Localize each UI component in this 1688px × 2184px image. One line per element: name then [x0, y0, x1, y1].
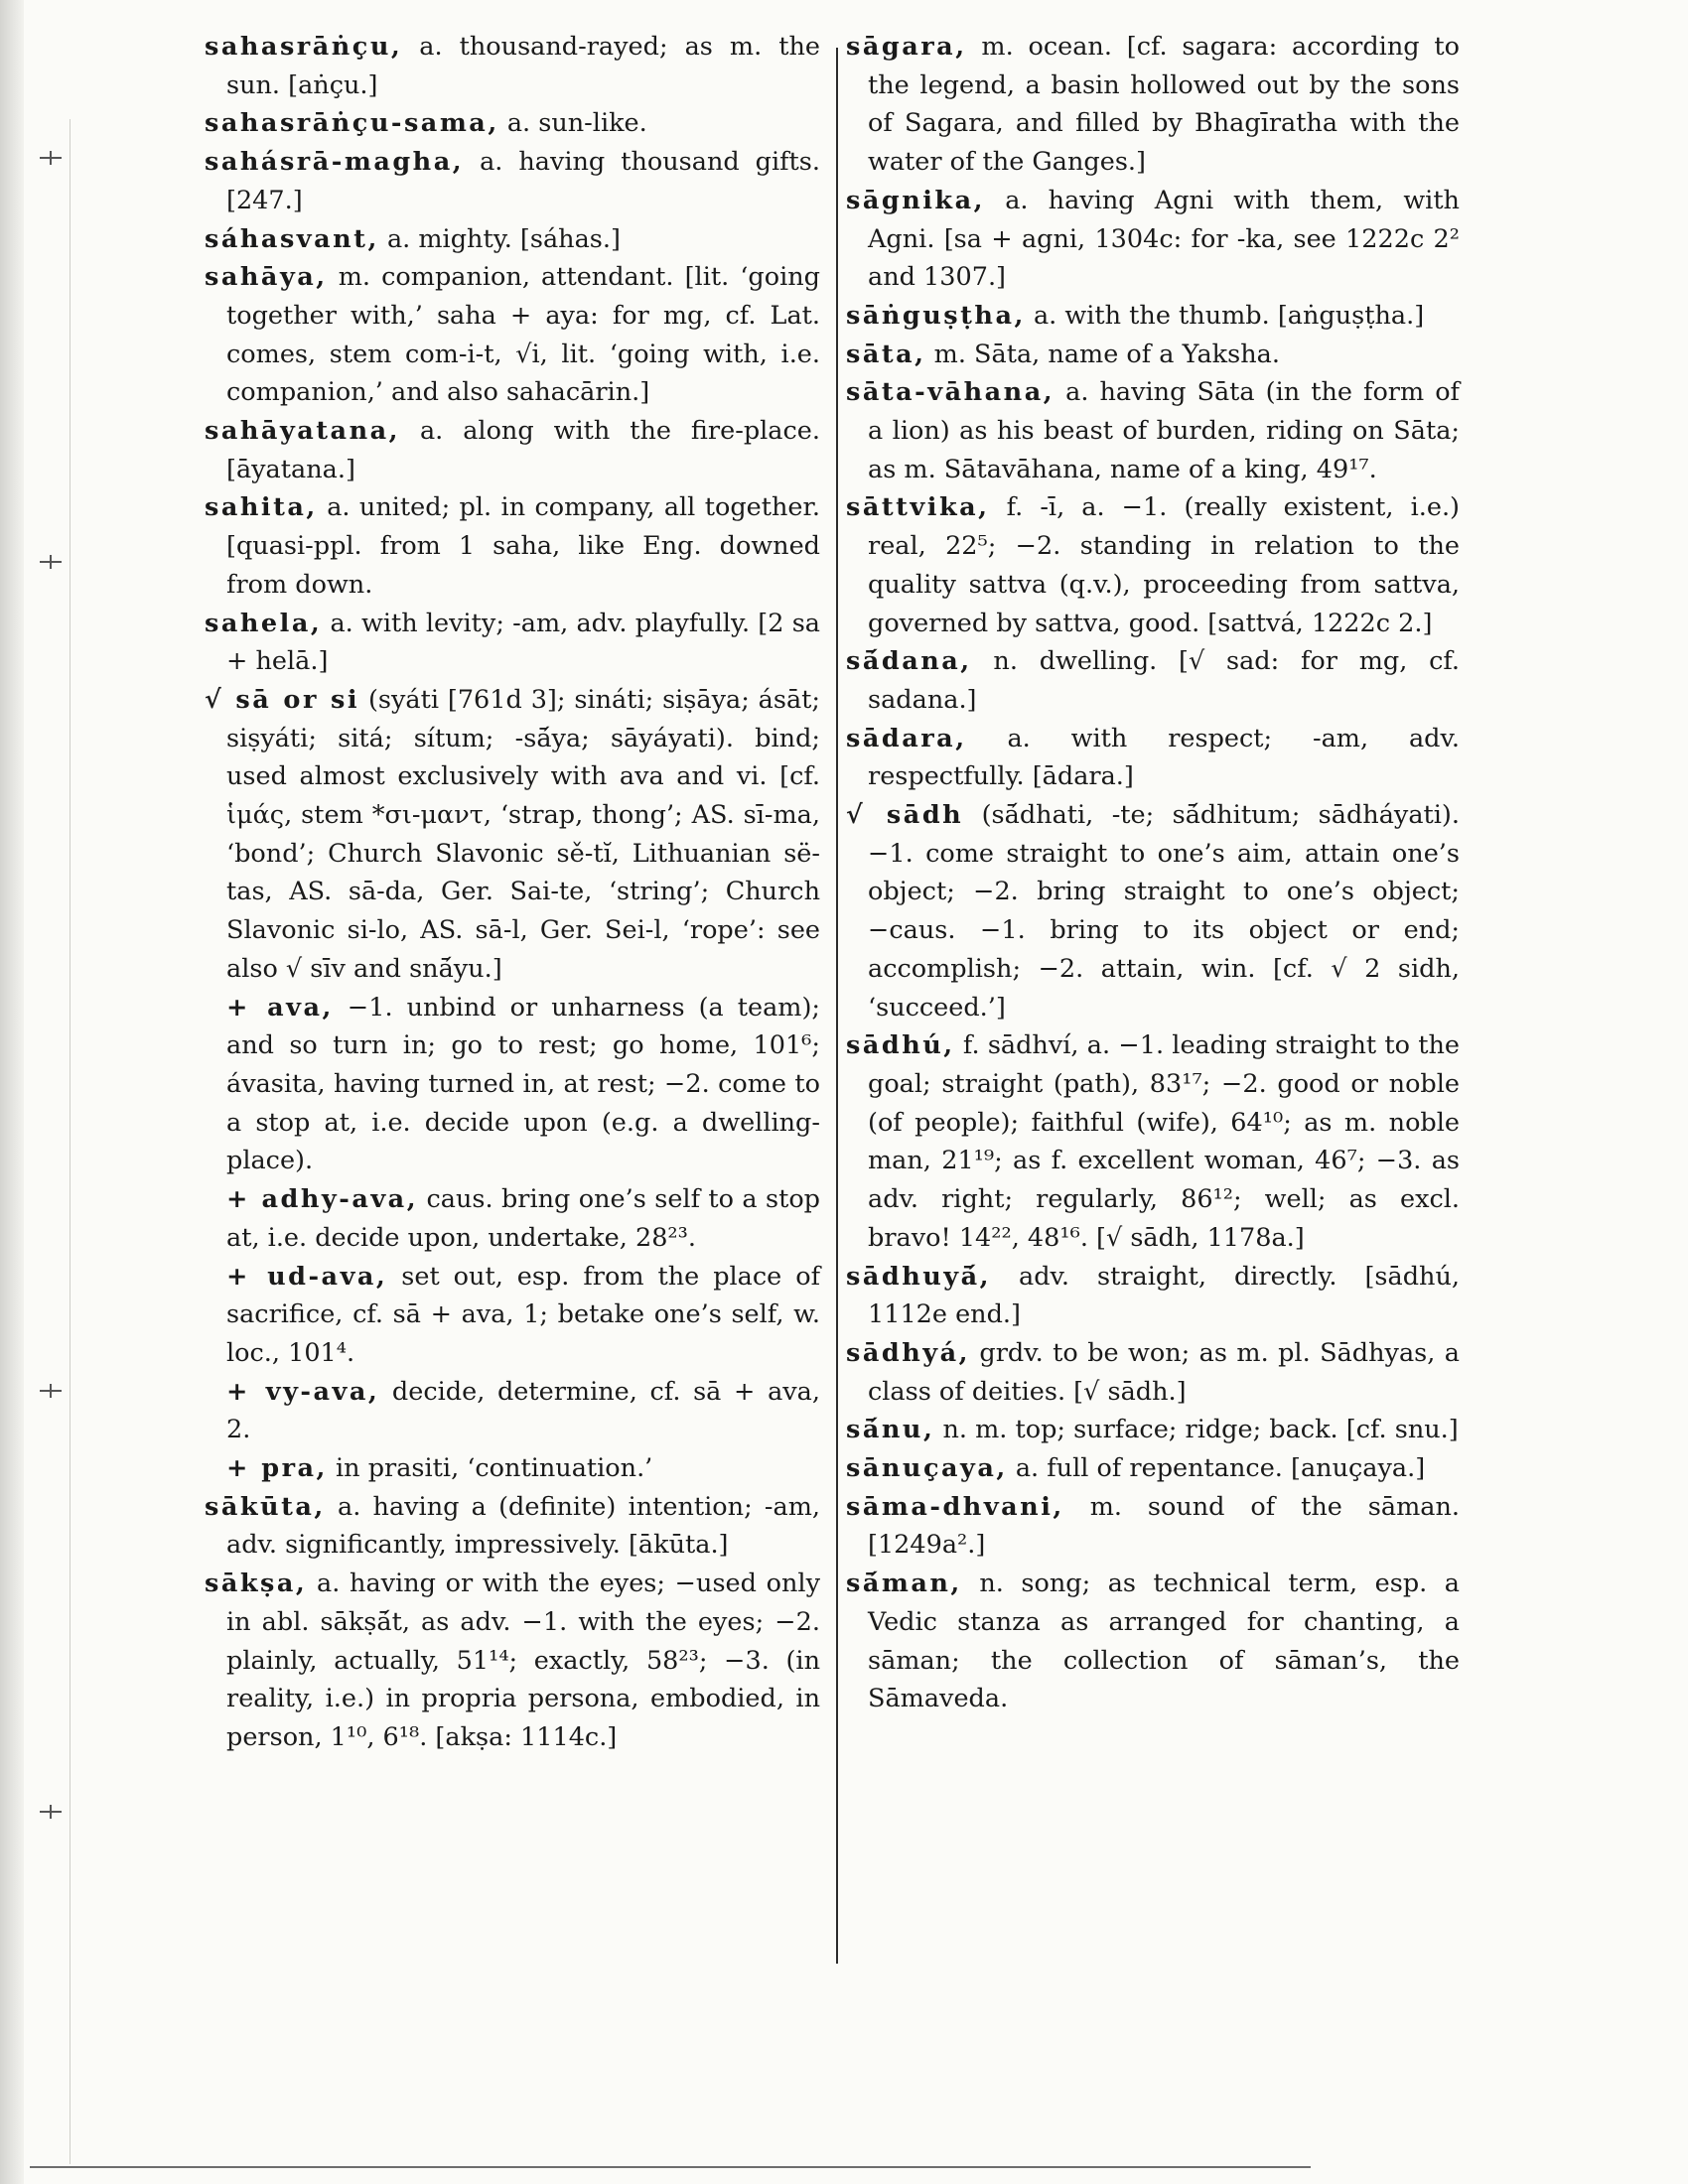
headword: sahāya, — [205, 262, 328, 293]
dictionary-entry — [846, 182, 1460, 297]
dictionary-entry — [205, 1565, 820, 1757]
headword: sahasrāṅçu, — [205, 32, 403, 62]
dictionary-entry — [846, 336, 1460, 374]
root-headword: √ sādh — [846, 800, 964, 831]
dictionary-entry — [846, 373, 1460, 488]
headword: sānuçaya, — [846, 1453, 1008, 1484]
headword: sahasrāṅçu-sama, — [205, 108, 499, 139]
definition: a. along with the fire-place. [āyatana.] — [226, 416, 820, 484]
headword: sāgara, — [846, 32, 967, 62]
definition: a. united; pl. in company, all together. [quasi-ppl. from 1 saha, like Eng. downed from down. — [226, 492, 820, 600]
dictionary-entry — [846, 1411, 1460, 1449]
dictionary-entry — [846, 297, 1460, 336]
definition: m. sound of the sāman. [1249a².] — [868, 1491, 1460, 1561]
sub-entry — [205, 1449, 820, 1488]
definition: n. m. top; surface; ridge; back. [cf. snu.] — [934, 1415, 1459, 1445]
definition: decide, determine, cf. sā + ava, 2. — [226, 1376, 820, 1445]
definition: a. full of repentance. [anuçaya.] — [1007, 1453, 1426, 1484]
headword: sādhú, — [846, 1030, 955, 1061]
left-column — [205, 28, 820, 1757]
definition: (sā́dhati, -te; sā́dhitum; sādháyati). −1. come straight to one’s aim, attain one’s object; −2. bring straight to one’s object; −caus. −1. bring to its object or end; accomplish; −2. attain, win. [cf. √ 2 sidh, ‘succeed.’] — [868, 800, 1460, 1023]
definition: grdv. to be won; as m. pl. Sādhyas, a class of deities. [√ sādh.] — [868, 1337, 1460, 1407]
headword: sāttvika, — [846, 492, 990, 523]
dictionary-entry — [205, 258, 820, 412]
dictionary-entry — [846, 1488, 1460, 1565]
dictionary-entry — [846, 1449, 1460, 1488]
headword: sāta, — [846, 339, 926, 369]
dictionary-entry — [205, 412, 820, 488]
headword: sādhuyā́, — [846, 1261, 992, 1292]
headword: sāṅguṣṭha, — [846, 300, 1026, 331]
headword: sahela, — [205, 608, 323, 638]
definition: a. mighty. [sáhas.] — [378, 223, 621, 254]
dictionary-entry — [205, 1488, 820, 1565]
definition: −1. unbind or unharness (a team); and so turn in; go to rest; go home, 101⁶; ávasita, having turned in, at rest; −2. come to a stop at, i.e. decide upon (e.g. a dwelling-place). — [226, 992, 820, 1176]
prefix-headword: + vy-ava, — [226, 1376, 380, 1407]
definition: m. companion, attendant. [lit. ‘going together with,’ saha + aya: for mg, cf. Lat. comes, stem com-i-t, √i, lit. ‘going with, i.e. companion,’ and also sahacārin.] — [226, 262, 820, 408]
headword: sādhyá, — [846, 1337, 970, 1368]
dictionary-entry — [846, 28, 1460, 182]
definition: a. having Sāta (in the form of a lion) as his beast of burden, riding on Sāta; as m. Sātavāhana, name of a king, 49¹⁷. — [868, 377, 1460, 484]
headword: sākūta, — [205, 1491, 326, 1522]
dictionary-entry — [846, 1334, 1460, 1411]
definition: in prasiti, ‘continuation.’ — [327, 1453, 653, 1484]
column-divider — [836, 48, 838, 1964]
sub-entry — [205, 989, 820, 1181]
sub-entry — [205, 1373, 820, 1449]
definition: a. thousand-rayed; as m. the sun. [aṅçu.] — [226, 32, 820, 100]
dictionary-entry — [846, 1565, 1460, 1718]
dictionary-entry — [205, 143, 820, 219]
headword: sākṣa, — [205, 1569, 308, 1599]
dictionary-entry — [205, 605, 820, 681]
margin-mark — [40, 1811, 62, 1813]
dictionary-entry — [846, 642, 1460, 719]
headword: sāta-vāhana, — [846, 377, 1055, 408]
definition: n. song; as technical term, esp. a Vedic stanza as arranged for chanting, a sāman; the collection of sāman’s, the Sāmaveda. — [868, 1569, 1460, 1714]
headword: sahita, — [205, 492, 318, 523]
definition: a. having thousand gifts. [247.] — [226, 147, 820, 215]
dictionary-entry — [846, 1258, 1460, 1334]
definition: m. ocean. [cf. sagara: according to the legend, a basin hollowed out by the sons of Sagara, and filled by Bhagīratha with the water of the Ganges.] — [868, 32, 1460, 178]
definition: a. having Agni with them, with Agni. [sa + agni, 1304c: for -ka, see 1222c 2² and 1307.] — [868, 185, 1460, 293]
sub-entry — [205, 1180, 820, 1257]
headword: sāgnika, — [846, 185, 986, 215]
headword: sáhasvant, — [205, 223, 379, 254]
sub-entry — [205, 1258, 820, 1373]
right-column — [846, 28, 1460, 1718]
dictionary-entry — [205, 488, 820, 604]
headword: sā́dana, — [846, 646, 972, 677]
headword: sā́man, — [846, 1569, 962, 1599]
dictionary-entry — [205, 220, 820, 259]
definition: a. having a (definite) intention; -am, adv. significantly, impressively. [ākūta.] — [226, 1491, 820, 1561]
definition: m. Sāta, name of a Yaksha. — [925, 339, 1280, 369]
prefix-headword: + pra, — [226, 1453, 328, 1484]
prefix-headword: + ava, — [226, 992, 334, 1023]
definition: f. -ī, a. −1. (really existent, i.e.) real, 22⁵; −2. standing in relation to the quality sattva (q.v.), proceeding from sattva, governed by sattva, good. [sattvá, 1222c 2.] — [868, 492, 1460, 638]
prefix-headword: + adhy-ava, — [226, 1184, 419, 1215]
root-entry — [205, 681, 820, 989]
definition: f. sādhví, a. −1. leading straight to the goal; straight (path), 83¹⁷; −2. good or noble (of people); faithful (wife), 64¹⁰; as m. noble man, 21¹⁹; as f. excellent woman, 46⁷; −3. as adv. right; regularly, 86¹²; well; as excl. bravo! 14²², 48¹⁶. [√ sādh, 1178a.] — [868, 1030, 1460, 1253]
dictionary-entry — [846, 488, 1460, 642]
dictionary-entry — [205, 28, 820, 104]
definition: a. with levity; -am, adv. playfully. [2 sa + helā.] — [226, 608, 820, 677]
definition: caus. bring one’s self to a stop at, i.e. decide upon, undertake, 28²³. — [226, 1184, 820, 1253]
margin-mark — [40, 157, 62, 159]
dictionary-entry — [846, 720, 1460, 796]
headword: sādara, — [846, 723, 967, 753]
definition: a. having or with the eyes; −used only in abl. sākṣā́t, as adv. −1. with the eyes; −2. plainly, actually, 51¹⁴; exactly, 58²³; −3. (in reality, i.e.) in propria persona, embodied, in person, 1¹⁰, 6¹⁸. [akṣa: 1114c.] — [226, 1569, 820, 1752]
definition: a. sun-like. — [498, 108, 647, 139]
page-edge — [0, 0, 24, 2184]
definition: (syáti [761d 3]; sináti; siṣāya; ásāt; siṣyáti; sitá; sítum; -sā́ya; sāyáyati). bind; used almost exclusively with ava and vi. [cf. ἱμάς, stem *σι-μαντ, ‘strap, thong’; AS. sī-ma, ‘bond’; Church Slavonic sě-tĭ, Lithuanian së-tas, AS. sā-da, Ger. Sai-te, ‘string’; Church Slavonic si-lo, AS. sā-l, Ger. Sei-l, ‘rope’: see also √ sīv and snā́yu.] — [226, 684, 821, 984]
definition: a. with respect; -am, adv. respectfully. [ādara.] — [868, 723, 1460, 792]
definition: n. dwelling. [√ sad: for mg, cf. sadana.] — [868, 646, 1460, 715]
margin-mark — [40, 561, 62, 563]
dictionary-entry — [205, 104, 820, 143]
definition: set out, esp. from the place of sacrifice, cf. sā + ava, 1; betake one’s self, w. loc., 101⁴. — [226, 1261, 821, 1368]
dictionary-entry — [846, 1026, 1460, 1257]
definition: adv. straight, directly. [sādhú, 1112e end.] — [868, 1261, 1460, 1330]
headword: sā́nu, — [846, 1415, 935, 1445]
headword: sahāyatana, — [205, 416, 401, 447]
prefix-headword: + ud-ava, — [226, 1261, 388, 1292]
bottom-rule — [30, 2166, 1311, 2168]
margin-mark — [40, 1390, 62, 1392]
root-entry — [846, 796, 1460, 1026]
headword: sāma-dhvani, — [846, 1491, 1064, 1522]
headword: sahásrā-magha, — [205, 147, 465, 178]
definition: a. with the thumb. [aṅguṣṭha.] — [1025, 300, 1425, 331]
root-headword: √ sā or si — [205, 684, 360, 715]
